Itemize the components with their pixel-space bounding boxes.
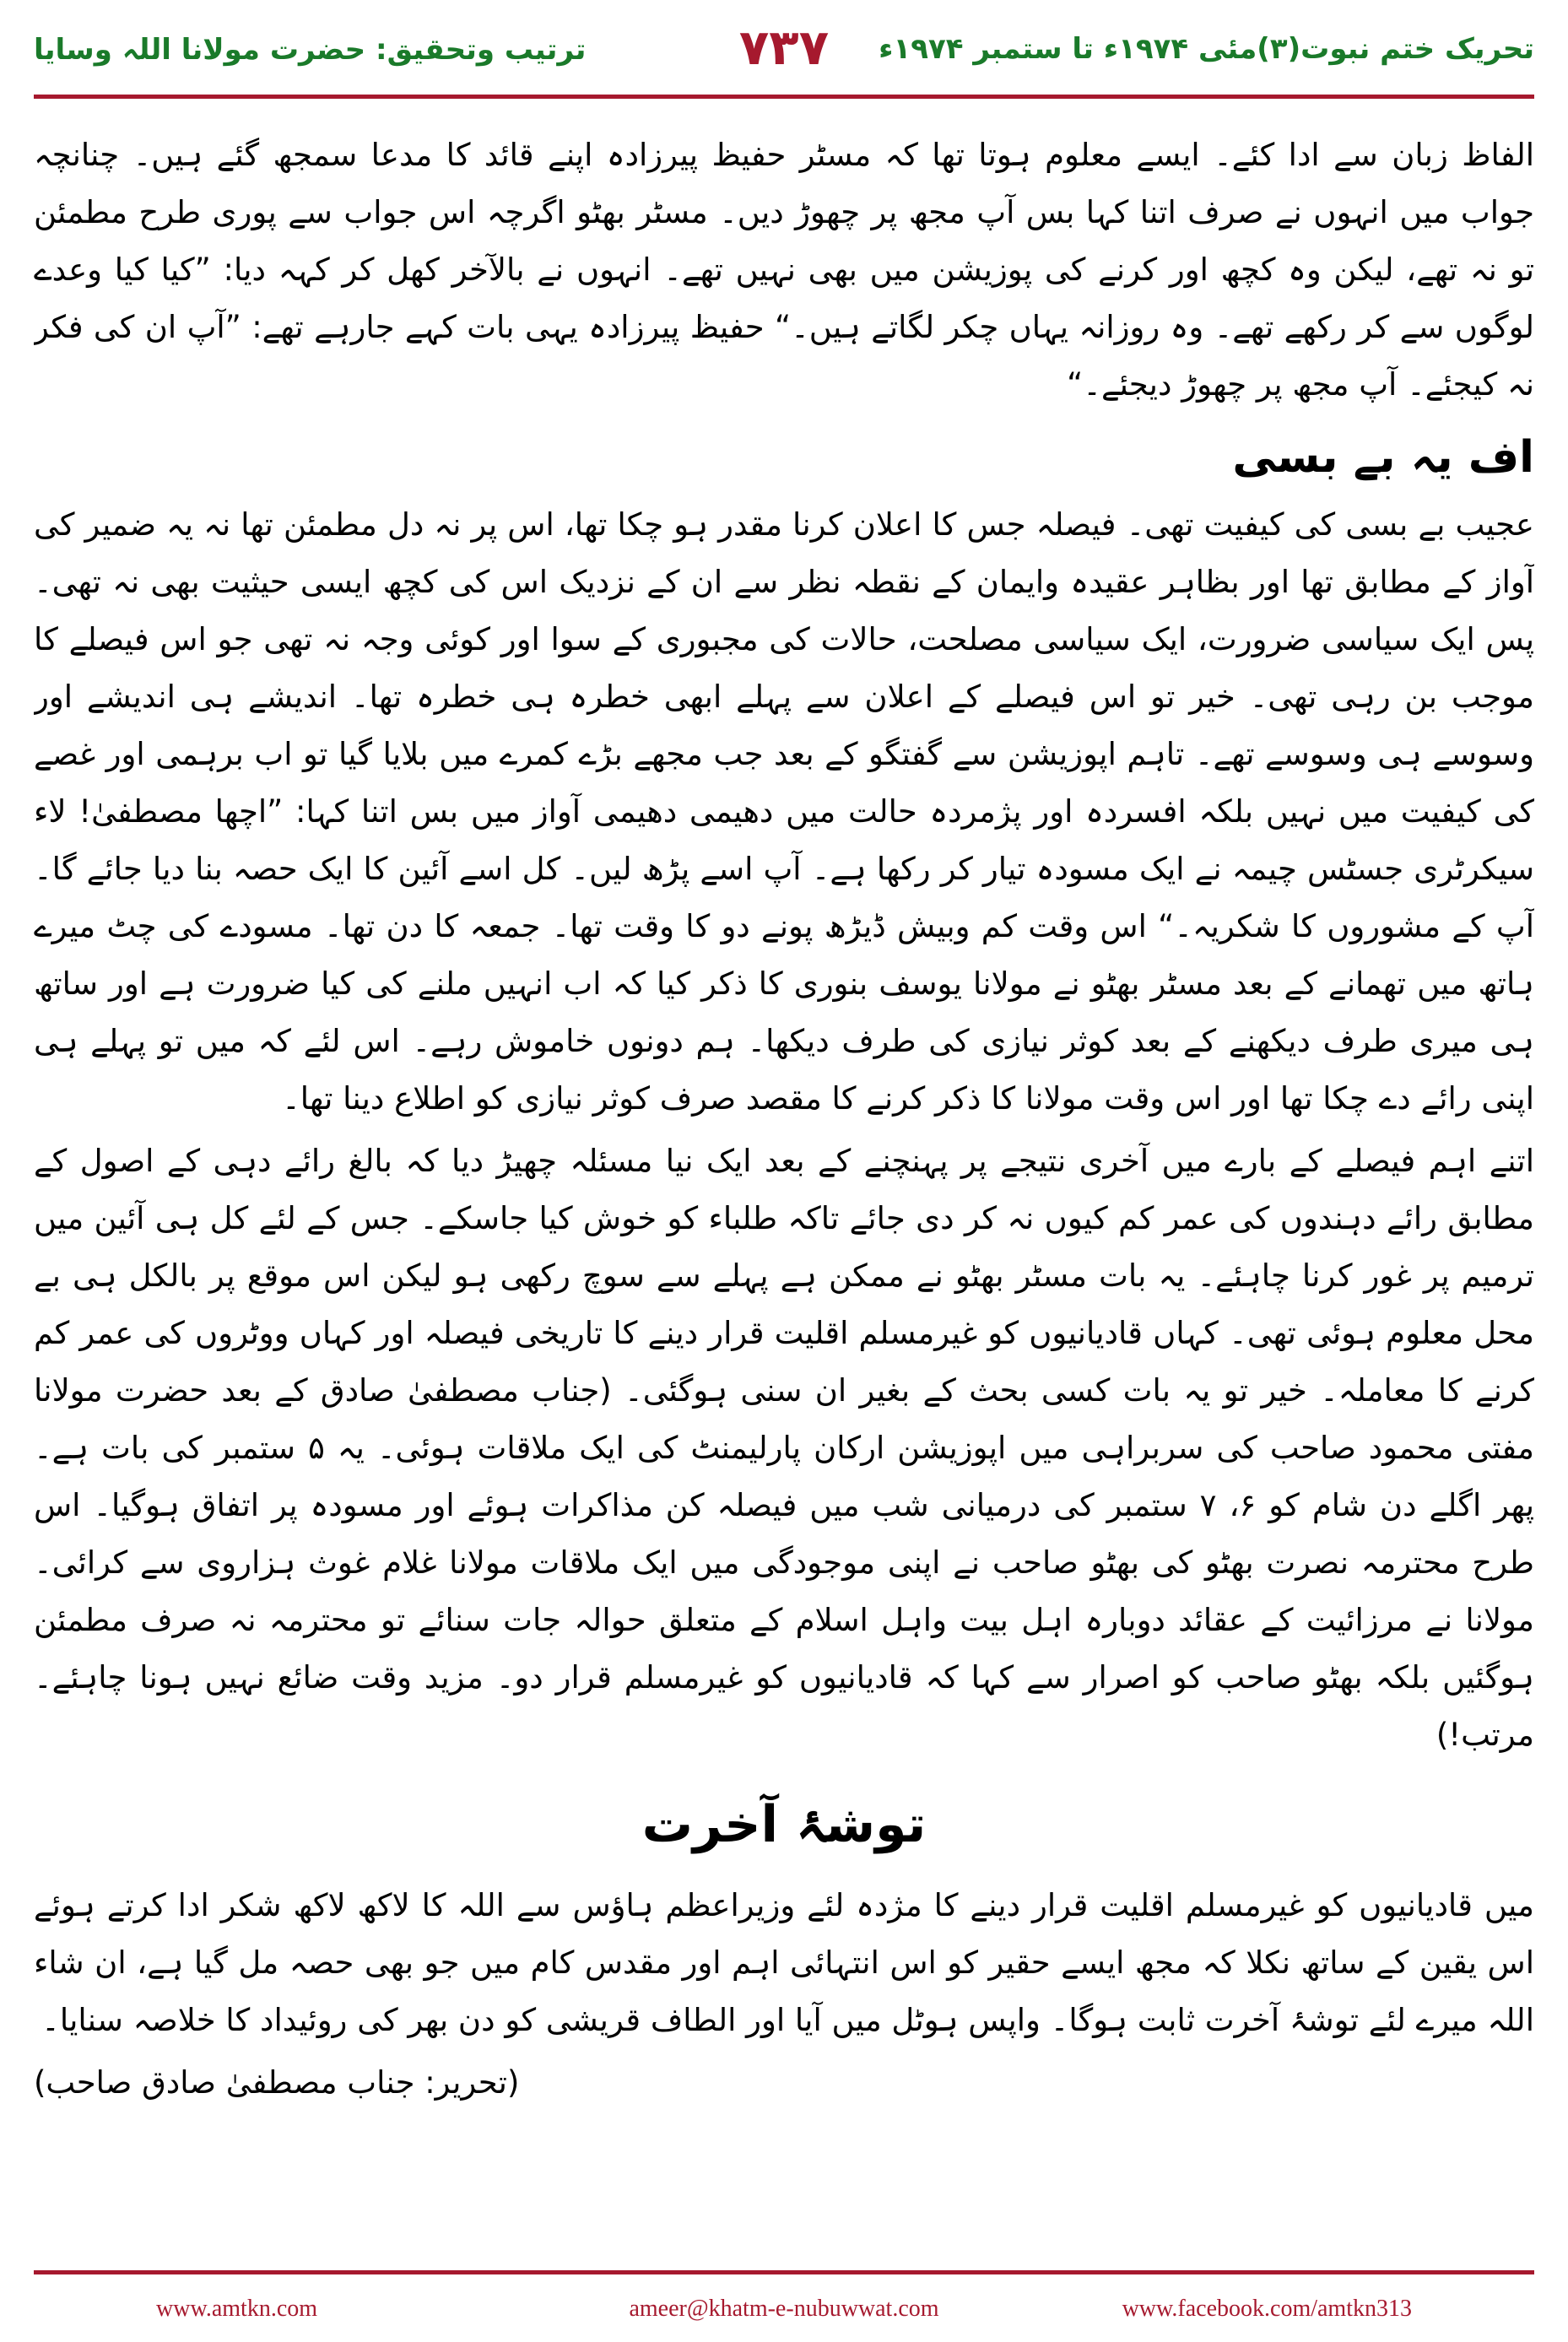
- page-header: [0, 0, 1568, 97]
- book-title: تحریک ختم نبوت(۳)مئی ۱۹۷۴ء تا ستمبر ۱۹۷۴ء: [879, 32, 1534, 66]
- paragraph-4: میں قادیانیوں کو غیرمسلم اقلیت قرار دینے کا مژدہ لئے وزیراعظم ہاؤس سے اللہ کا لاکھ لاکھ شکر ادا کرتے ہوئے اس یقین کے ساتھ نکلا کہ مجھ ایسے حقیر کو اس انتہائی اہم اور مقدس کام میں جو بھی حصہ مل گیا ہے، ان شاء اللہ میرے لئے توشۂ آخرت ثابت ہوگا۔ واپس ہوٹل میں آیا اور الطاف قریشی کو دن بھر کی روئیداد کا خلاصہ سنایا۔: [34, 1887, 1534, 2038]
- page-footer: [0, 2296, 1568, 2329]
- paragraph-3: اتنے اہم فیصلے کے بارے میں آخری نتیجے پر پہنچنے کے بعد ایک نیا مسئلہ چھیڑ دیا کہ بالغ رائے دہی کے اصول کے مطابق رائے دہندوں کی عمر کم کیوں نہ کر دی جائے تاکہ طلباء کو خوش کیا جاسکے۔ جس کے لئے کل ہی آئین میں ترمیم پر غور کرنا چاہئے۔ یہ بات مسٹر بھٹو نے ممکن ہے پہلے سے سوچ رکھی ہو لیکن اس موقع پر بالکل ہی بے محل معلوم ہوئی تھی۔ کہاں قادیانیوں کو غیرمسلم اقلیت قرار دینے کا تاریخی فیصلہ اور کہاں ووٹروں کی عمر کم کرنے کا معاملہ۔ خیر تو یہ بات کسی بحث کے بغیر ان سنی ہوگئی۔ (جناب مصطفیٰ صادق کے بعد حضرت مولانا مفتی محمود صاحب کی سربراہی میں اپوزیشن ارکان پارلیمنٹ کی ایک ملاقات ہوئی۔ یہ ۵ ستمبر کی بات ہے۔ پھر اگلے دن شام کو ۶، ۷ ستمبر کی درمیانی شب میں فیصلہ کن مذاکرات ہوئے اور مسودہ پر اتفاق ہوگیا۔ اس طرح محترمہ نصرت بھٹو کی بھٹو صاحب نے اپنی موجودگی میں ایک ملاقات مولانا غلام غوث ہزاروی سے کرائی۔ مولانا نے مرزائیت کے عقائد دوبارہ اہل بیت واہل اسلام کے متعلق حوالہ جات سنائے تو محترمہ نہ صرف مطمئن ہوگئیں بلکہ بھٹو صاحب کو اصرار سے کہا کہ قادیانیوں کو غیرمسلم قرار دو۔ مزید وقت ضائع نہیں ہونا چاہئے۔ مرتب!): [34, 1143, 1534, 1753]
- paragraph-2: عجیب بے بسی کی کیفیت تھی۔ فیصلہ جس کا اعلان کرنا مقدر ہو چکا تھا، اس پر نہ دل مطمئن تھا نہ یہ ضمیر کی آواز کے مطابق تھا اور بظاہر عقیدہ وایمان کے نقطہ نظر سے ان کے نزدیک اس کی کچھ ایسی حیثیت بھی نہ تھی۔ پس ایک سیاسی ضرورت، ایک سیاسی مصلحت، حالات کی مجبوری کے سوا اور کوئی وجہ نہ تھی جو اس فیصلے کا موجب بن رہی تھی۔ خیر تو اس فیصلے کے اعلان سے پہلے ابھی خطرہ ہی خطرہ تھا۔ اندیشے ہی اندیشے اور وسوسے ہی وسوسے تھے۔ تاہم اپوزیشن سے گفتگو کے بعد جب مجھے بڑے کمرے میں بلایا گیا تو اب برہمی اور غصے کی کیفیت میں نہیں بلکہ افسردہ اور پژمردہ حالت میں دھیمی دھیمی آواز میں بس اتنا کہا: ”اچھا مصطفیٰ! لاء سیکرٹری جسٹس چیمہ نے ایک مسودہ تیار کر رکھا ہے۔ آپ اسے پڑھ لیں۔ کل اسے آئین کا ایک حصہ بنا دیا جائے گا۔ آپ کے مشوروں کا شکریہ۔“ اس وقت کم وبیش ڈیڑھ پونے دو کا وقت تھا۔ جمعہ کا دن تھا۔ مسودے کی چٹ میرے ہاتھ میں تھمانے کے بعد مسٹر بھٹو نے مولانا یوسف بنوری کا ذکر کیا کہ اب انہیں ملنے کی کیا ضرورت ہے اور ساتھ ہی میری طرف دیکھنے کے بعد کوثر نیازی کی طرف دیکھا۔ ہم دونوں خاموش رہے۔ اس لئے کہ میں تو پہلے ہی اپنی رائے دے چکا تھا اور اس وقت مولانا کا ذکر کرنے کا مقصد صرف کوثر نیازی کو اطلاع دینا تھا۔: [34, 506, 1534, 1117]
- author-signature: (تحریر: جناب مصطفیٰ صادق صاحب): [34, 2064, 520, 2101]
- facebook-link[interactable]: www.facebook.com/amtkn313: [1122, 2296, 1412, 2322]
- website-link[interactable]: www.amtkn.com: [156, 2296, 318, 2322]
- footer-divider: [34, 2270, 1534, 2274]
- compiler-credit: ترتیب وتحقیق: حضرت مولانا اللہ وسایا: [34, 33, 587, 67]
- email-link[interactable]: ameer@khatm-e-nubuwwat.com: [629, 2296, 939, 2322]
- section-heading-provision: توشۂ آخرت: [641, 1795, 927, 1854]
- page-number: ۷۳۷: [738, 19, 830, 76]
- page-body: [34, 127, 1534, 2245]
- section-heading-helplessness: اف یہ بے بسی: [1232, 432, 1534, 483]
- signature-line: [34, 2054, 1534, 2112]
- paragraph-1: الفاظ زبان سے ادا کئے۔ ایسے معلوم ہوتا تھا کہ مسٹر حفیظ پیرزادہ اپنے قائد کا مدعا سمجھ گئے ہیں۔ چنانچہ جواب میں انہوں نے صرف اتنا کہا بس آپ مجھ پر چھوڑ دیں۔ مسٹر بھٹو اگرچہ اس جواب سے پوری طرح مطمئن تو نہ تھے، لیکن وہ کچھ اور کرنے کی پوزیشن میں بھی نہیں تھے۔ انہوں نے بالآخر کھل کر کہہ دیا: ”کیا کیا وعدے لوگوں سے کر رکھے تھے۔ وہ روزانہ یہاں چکر لگاتے ہیں۔“ حفیظ پیرزادہ یہی بات کہے جارہے تھے: ”آپ ان کی فکر نہ کیجئے۔ آپ مجھ پر چھوڑ دیجئے۔“: [34, 137, 1534, 403]
- header-divider: [34, 95, 1534, 99]
